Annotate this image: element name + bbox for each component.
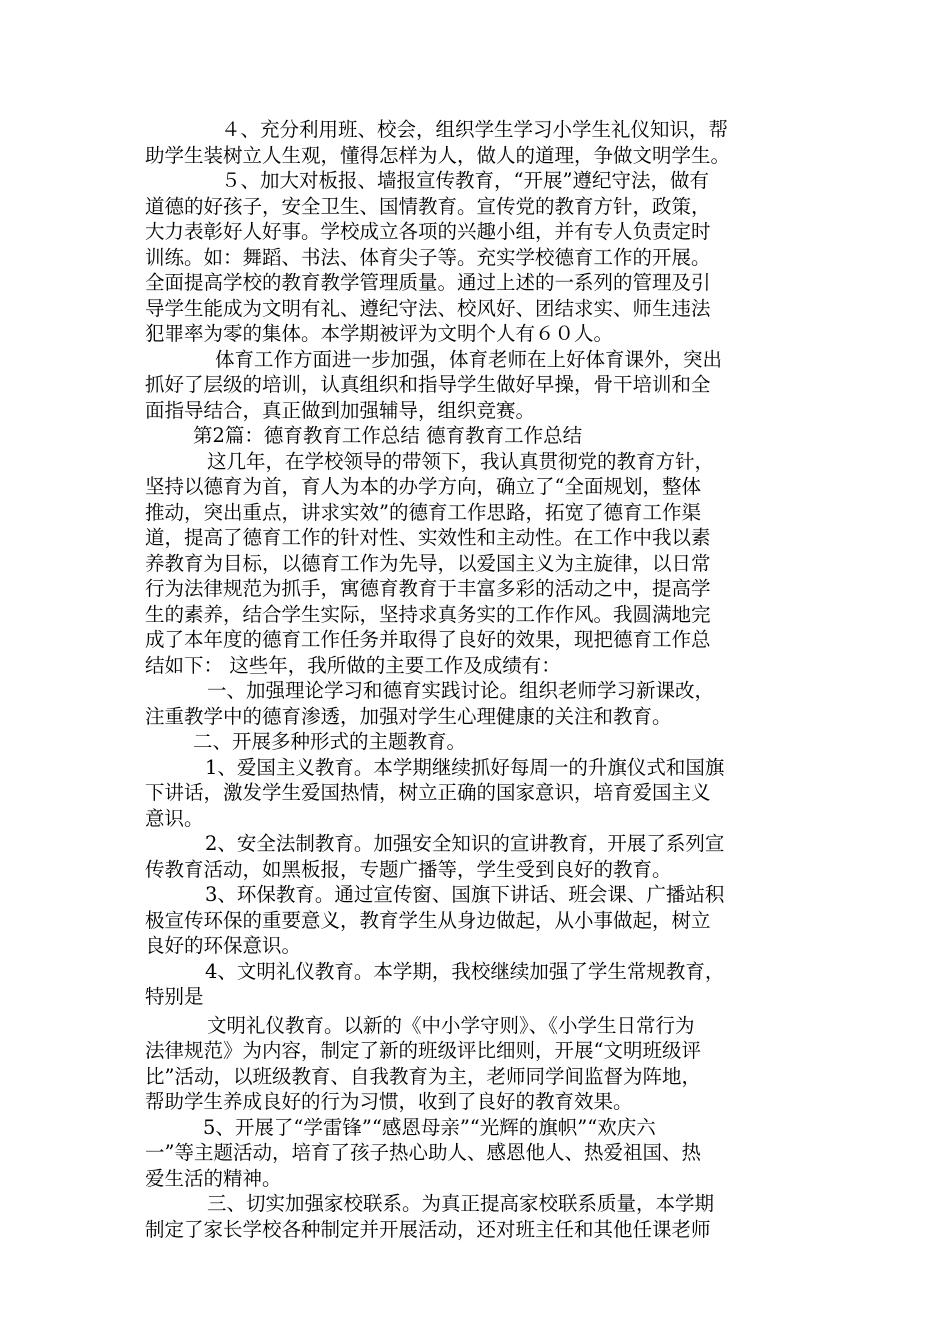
text-line: 大力表彰好人好事。学校成立各项的兴趣小组，并有专人负责定时 <box>145 220 711 243</box>
text-line: 导学生能成为文明有礼、遵纪守法、校风好、团结求实、师生违法 <box>145 296 711 320</box>
text-line: 3、环保教育。通过宣传窗、国旗下讲话、班会课、广播站积 <box>205 883 725 906</box>
text-line: ４、充分利用班、校会，组织学生学习小学生礼仪知识，帮 <box>221 118 729 141</box>
text-line: 成了本年度的德育工作任务并取得了良好的效果，现把德育工作总 <box>145 628 711 651</box>
text-line: 抓好了层级的培训，认真组织和指导学生做好早操，骨干培训和全 <box>145 373 711 396</box>
text-line: 结如下： 这些年，我所做的主要工作及成绩有： <box>145 653 561 677</box>
text-line: 爱生活的精神。 <box>145 1166 282 1190</box>
text-line: 助学生装树立人生观，懂得怎样为人，做人的道理，争做文明学生。 <box>145 143 731 167</box>
text-line: 三、切实加强家校联系。为真正提高家校联系质量，本学期 <box>207 1192 715 1215</box>
text-line: 4、文明礼仪教育。本学期，我校继续加强了学生常规教育， <box>205 959 725 983</box>
text-line: 一、加强理论学习和德育实践讨论。组织老师学习新课改， <box>207 679 715 702</box>
text-line: 文明礼仪教育。以新的《中小学守则》、《小学生日常行为 <box>207 1013 695 1037</box>
text-line: 传教育活动，如黑板报，专题广播等，学生受到良好的教育。 <box>145 857 672 881</box>
text-line: 二、开展多种形式的主题教育。 <box>193 730 467 753</box>
text-line: 良好的环保意识。 <box>145 934 302 957</box>
text-line: 5、开展了“学雷锋”“感恩母亲”“光辉的旗帜”“欢庆六 <box>203 1115 656 1139</box>
text-line: 意识。 <box>145 806 204 830</box>
text-line: 道，提高了德育工作的针对性、实效性和主动性。在工作中我以素 <box>145 526 711 549</box>
text-line: 推动，突出重点，讲求实效”的德育工作思路，拓宽了德育工作渠 <box>145 500 701 524</box>
text-line: 下讲话，激发学生爱国热情，树立正确的国家意识，培育爱国主义 <box>145 781 711 804</box>
text-line: 特别是 <box>145 985 204 1008</box>
text-line: 注重教学中的德育渗透，加强对学生心理健康的关注和教育。 <box>145 704 672 728</box>
text-line: 体育工作方面进一步加强，体育老师在上好体育课外，突出 <box>215 347 723 371</box>
text-line: 制定了家长学校各种制定并开展活动，还对班主任和其他任课老师 <box>145 1217 711 1241</box>
text-line: 1、爱国主义教育。本学期继续抓好每周一的升旗仪式和国旗 <box>205 755 725 779</box>
text-line: 面指导结合，真正做到加强辅导，组织竞赛。 <box>145 398 536 422</box>
text-line: 一”等主题活动，培育了孩子热心助人、感恩他人、热爱祖国、热 <box>145 1141 701 1164</box>
text-line: 全面提高学校的教育教学管理质量。通过上述的一系列的管理及引 <box>145 271 711 294</box>
text-line: 生的素养，结合学生实际，坚持求真务实的工作作风。我圆满地完 <box>145 602 711 626</box>
text-line: 道德的好孩子，安全卫生、国情教育。宣传党的教育方针，政策， <box>145 194 711 218</box>
text-line: 比”活动，以班级教育、自我教育为主，老师同学间监督为阵地， <box>145 1064 701 1088</box>
document-body <box>145 117 810 1242</box>
text-line: 帮助学生养成良好的行为习惯，收到了良好的教育效果。 <box>145 1090 633 1113</box>
text-line: 2、安全法制教育。加强安全知识的宣讲教育，开展了系列宣 <box>205 832 725 855</box>
text-line: 坚持以德育为首，育人为本的办学方向，确立了“全面规划，整体 <box>145 475 701 498</box>
text-line: 极宣传环保的重要意义，教育学生从身边做起，从小事做起，树立 <box>145 908 711 932</box>
text-line: 犯罪率为零的集体。本学期被评为文明个人有６０人。 <box>145 322 614 345</box>
text-line: ５、加大对板报、墙报宣传教育，“开展”遵纪守法，做有 <box>221 169 709 192</box>
text-line: 训练。如：舞蹈、书法、体育尖子等。充实学校德育工作的开展。 <box>145 245 711 269</box>
text-line: 行为法律规范为抓手，寓德育教育于丰富多彩的活动之中，提高学 <box>145 577 711 600</box>
text-line: 养教育为目标，以德育工作为先导，以爱国主义为主旋律，以日常 <box>145 551 711 575</box>
text-line: 法律规范》为内容，制定了新的班级评比细则，开展“文明班级评 <box>145 1039 701 1062</box>
section-heading: 第2篇：德育教育工作总结 德育教育工作总结 <box>193 424 583 447</box>
text-line: 这几年，在学校领导的带领下，我认真贯彻党的教育方针， <box>207 449 715 473</box>
